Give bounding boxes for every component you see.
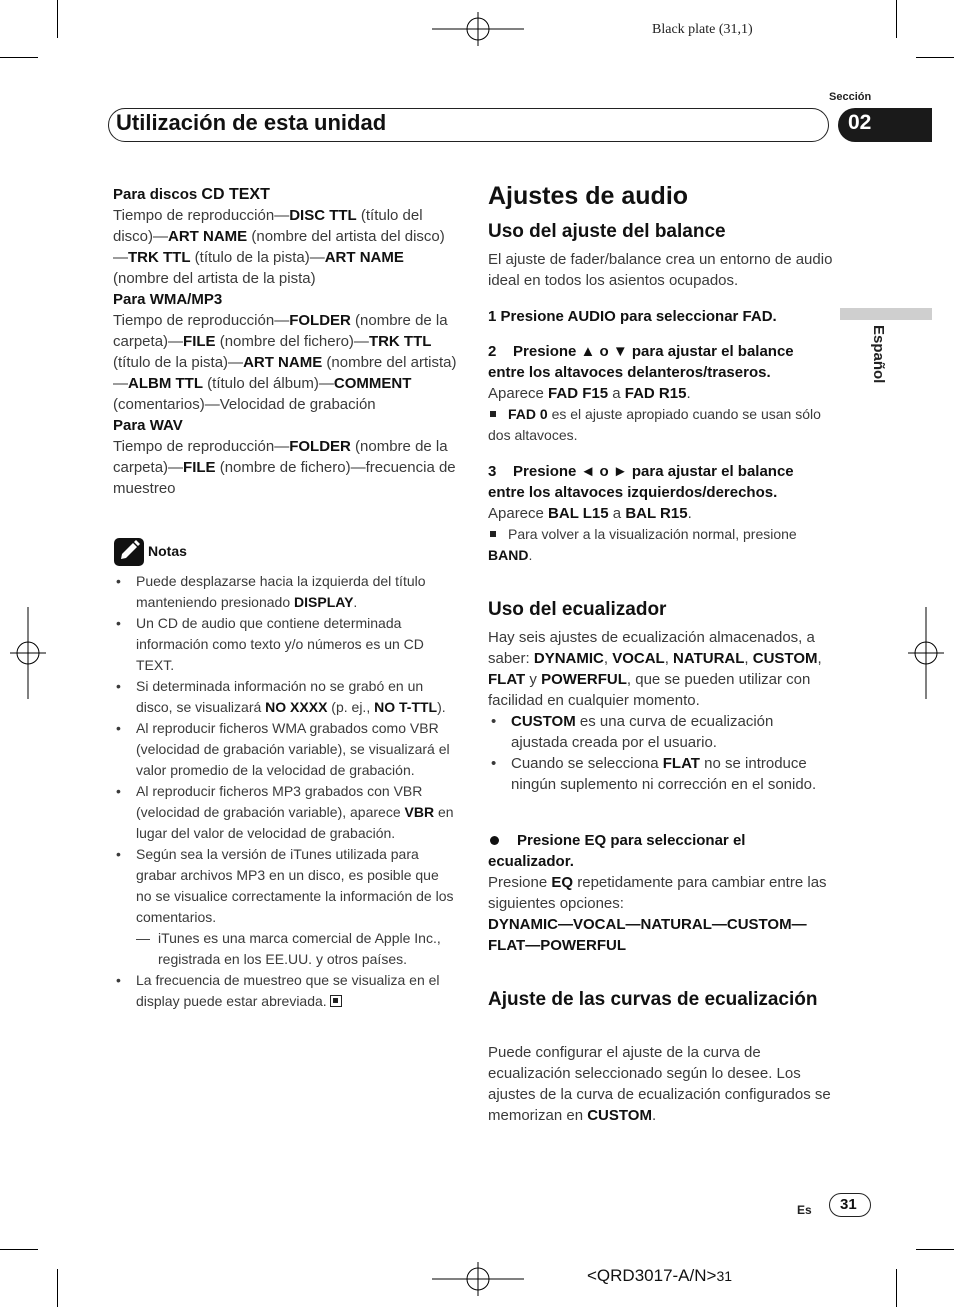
notes-icon: [114, 538, 144, 566]
balance-heading: Uso del ajuste del balance: [488, 221, 726, 242]
notes-list: [113, 571, 458, 1012]
plate-label: Black plate (31,1): [652, 22, 753, 37]
wav-body: Tiempo de reproducción—FOLDER (nombre de la carpeta)—FILE (nombre de fichero)—frecuencia de muestreo: [113, 438, 456, 497]
step-1: 1 Presione AUDIO para seleccionar FAD.: [488, 308, 777, 325]
page-number: 31: [840, 1196, 857, 1213]
list-item: • Al reproducir ficheros WMA grabados como VBR (velocidad de grabación variable), se visualizará el valor promedio de la velocidad de grabación.: [113, 718, 458, 781]
crop-mark: [896, 1269, 897, 1307]
registration-mark-top: [432, 12, 524, 46]
crop-mark: [57, 1269, 58, 1307]
end-mark-icon: [330, 995, 342, 1007]
wma-heading: Para WMA/MP3: [113, 291, 223, 308]
registration-mark-left: [10, 607, 46, 699]
page-title: Utilización de esta unidad: [116, 110, 387, 135]
language-tab: [840, 308, 932, 320]
model-code: <QRD3017-A/N>31: [587, 1266, 733, 1285]
curve-body: Puede configurar el ajuste de la curva de ecualización seleccionado según lo desee. Los ajustes de la curva de ecualización configurados se memorizan en CUSTOM.: [488, 1044, 831, 1124]
list-item: • Un CD de audio que contiene determinada información como texto y/o números es un CD TEXT.: [113, 613, 458, 676]
list-item: • Si determinada información no se grabó en un disco, se visualizará NO XXXX (p. ej., NO T-TTL).: [113, 676, 458, 718]
list-item: • Puede desplazarse hacia la izquierda del título manteniendo presionado DISPLAY.: [113, 571, 458, 613]
bullet-square-icon: [490, 411, 496, 417]
list-item: • CUSTOM es una curva de ecualización ajustada creada por el usuario.: [488, 711, 833, 753]
notes-title: Notas: [148, 543, 187, 559]
crop-mark: [0, 1249, 38, 1250]
section-number: 02: [848, 111, 872, 134]
equalizer-heading: Uso del ecualizador: [488, 599, 667, 620]
crop-mark: [896, 0, 897, 38]
equalizer-sequence: DYNAMIC—VOCAL—NATURAL—CUSTOM—FLAT—POWERFUL: [488, 916, 807, 954]
list-item: • Según sea la versión de iTunes utilizada para grabar archivos MP3 en un disco, es posible que no se visualice correctamente la información de los comentarios. — iTunes es una marca comercial de Apple Inc., registrada en los EE.UU. y otros países.: [113, 844, 458, 970]
bullet-square-icon: [490, 531, 496, 537]
balance-intro: El ajuste de fader/balance crea un entorno de audio ideal en todos los asientos ocupados.: [488, 251, 833, 289]
curve-heading: Ajuste de las curvas de ecualización: [488, 989, 818, 1010]
registration-mark-right: [908, 607, 944, 699]
equalizer-step: Presione EQ para seleccionar el ecualizador. Presione EQ repetidamente para cambiar entre las siguientes opciones: DYNAMIC—VOCAL—NATURAL—CUSTOM—FLAT—POWERFUL: [488, 830, 833, 956]
step-3: 3 Presione ◄ o ► para ajustar el balance entre los altavoces izquierdos/derechos. Aparece BAL L15 a BAL R15. Para volver a la visualización normal, presione BAND.: [488, 463, 797, 563]
crop-mark: [916, 1249, 954, 1250]
crop-mark: [0, 57, 38, 58]
cdtext-heading: Para discos CD TEXT: [113, 186, 270, 203]
wav-heading: Para WAV: [113, 417, 183, 434]
bullet-dot-icon: [490, 836, 499, 845]
section-label: Sección: [829, 91, 872, 103]
list-item: • Cuando se selecciona FLAT no se introduce ningún suplemento ni corrección en el sonido.: [488, 753, 833, 795]
cdtext-body: Tiempo de reproducción—DISC TTL (título del disco)—ART NAME (nombre del artista del disco)—TRK TTL (título de la pista)—ART NAME (nombre del artista de la pista): [113, 207, 445, 287]
left-column: [113, 184, 458, 499]
wma-body: Tiempo de reproducción—FOLDER (nombre de la carpeta)—FILE (nombre del fichero)—TRK TTL (título de la pista)—ART NAME (nombre del artista)—ALBM TTL (título del álbum)—COMMENT (comentarios)—Velocidad de grabación: [113, 312, 457, 413]
registration-mark-bottom: [432, 1262, 524, 1296]
step-2: 2 Presione ▲ o ▼ para ajustar el balance entre los altavoces delanteros/traseros. Aparece FAD F15 a FAD R15. FAD 0 es el ajuste apropiado cuando se usan sólo dos altavoces.: [488, 343, 821, 443]
equalizer-body: Hay seis ajustes de ecualización almacenados, a saber: DYNAMIC, VOCAL, NATURAL, CUSTOM, FLAT y POWERFUL, que se pueden utilizar con facilidad en cualquier momento. • CUSTOM es una curva de ecualización ajustada creada por el usuario. • Cuando se selecciona FLAT no se introduce ningún suplemento ni corrección en el sonido.: [488, 627, 833, 795]
language-code: Es: [797, 1203, 812, 1217]
list-item: • Al reproducir ficheros MP3 grabados con VBR (velocidad de grabación variable), aparece VBR en lugar del valor de velocidad de grabación.: [113, 781, 458, 844]
crop-mark: [916, 57, 954, 58]
section-heading: Ajustes de audio: [488, 182, 689, 210]
language-label: Español: [870, 325, 887, 384]
sub-note: — iTunes es una marca comercial de Apple Inc., registrada en los EE.UU. y otros países.: [136, 930, 441, 967]
list-item: • La frecuencia de muestreo que se visualiza en el display puede estar abreviada.: [113, 970, 458, 1012]
crop-mark: [57, 0, 58, 38]
